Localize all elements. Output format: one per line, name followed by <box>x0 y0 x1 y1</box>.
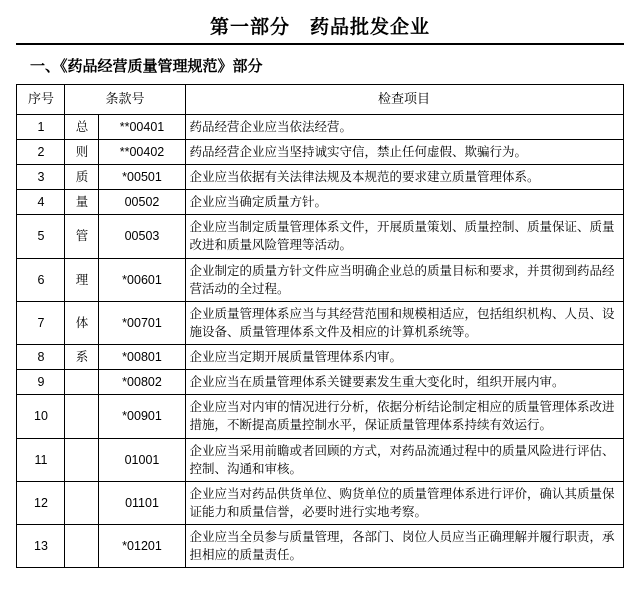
cell-group: 量 <box>65 190 99 215</box>
page-title: 第一部分 药品批发企业 <box>209 17 430 38</box>
cell-group <box>65 438 99 481</box>
table-row <box>17 165 623 190</box>
inspection-items-table <box>16 84 623 568</box>
table-row <box>17 258 623 301</box>
cell-group <box>65 370 99 395</box>
cell-seq: 11 <box>17 438 65 481</box>
title-divider <box>16 43 624 45</box>
cell-code: 00503 <box>99 215 185 258</box>
cell-code: *00802 <box>99 370 185 395</box>
column-header-seq: 序号 <box>17 85 65 115</box>
cell-code: *00901 <box>99 395 185 438</box>
table-row <box>17 345 623 370</box>
cell-code: **00401 <box>99 114 185 139</box>
cell-seq: 10 <box>17 395 65 438</box>
cell-seq: 3 <box>17 165 65 190</box>
cell-seq: 5 <box>17 215 65 258</box>
table-row <box>17 438 623 481</box>
cell-item: 企业应当对内审的情况进行分析，依据分析结论制定相应的质量管理体系改进措施，不断提高质量控制水平，保证质量管理体系持续有效运行。 <box>185 395 623 438</box>
table-row <box>17 370 623 395</box>
cell-seq: 9 <box>17 370 65 395</box>
cell-item: 企业应当对药品供货单位、购货单位的质量管理体系进行评价，确认其质量保证能力和质量信誉，必要时进行实地考察。 <box>185 481 623 524</box>
cell-group <box>65 525 99 568</box>
section-title: 一、《药品经营质量管理规范》部分 <box>30 58 263 75</box>
cell-item: 企业制定的质量方针文件应当明确企业总的质量目标和要求，并贯彻到药品经营活动的全过程。 <box>185 258 623 301</box>
table-row <box>17 190 623 215</box>
cell-code: *00601 <box>99 258 185 301</box>
cell-item: 企业应当制定质量管理体系文件，开展质量策划、质量控制、质量保证、质量改进和质量风险管理等活动。 <box>185 215 623 258</box>
table-body <box>17 114 623 568</box>
cell-item: 企业质量管理体系应当与其经营范围和规模相适应，包括组织机构、人员、设施设备、质量管理体系文件及相应的计算机系统等。 <box>185 301 623 344</box>
table-row <box>17 215 623 258</box>
cell-code: *01201 <box>99 525 185 568</box>
cell-seq: 2 <box>17 139 65 164</box>
cell-item: 企业应当在质量管理体系关键要素发生重大变化时，组织开展内审。 <box>185 370 623 395</box>
cell-group: 则 <box>65 139 99 164</box>
cell-code: 01001 <box>99 438 185 481</box>
cell-item: 药品经营企业应当坚持诚实守信，禁止任何虚假、欺骗行为。 <box>185 139 623 164</box>
column-header-code: 条款号 <box>65 85 185 115</box>
cell-group: 体 <box>65 301 99 344</box>
document-page <box>0 12 640 590</box>
table-row <box>17 481 623 524</box>
cell-group: 质 <box>65 165 99 190</box>
cell-group: 管 <box>65 215 99 258</box>
table-header-row <box>17 85 623 115</box>
cell-code: 01101 <box>99 481 185 524</box>
cell-code: **00402 <box>99 139 185 164</box>
table-row <box>17 395 623 438</box>
cell-group: 总 <box>65 114 99 139</box>
cell-item: 企业应当依据有关法律法规及本规范的要求建立质量管理体系。 <box>185 165 623 190</box>
column-header-item: 检查项目 <box>185 85 623 115</box>
cell-code: *00801 <box>99 345 185 370</box>
cell-group: 系 <box>65 345 99 370</box>
cell-item: 企业应当定期开展质量管理体系内审。 <box>185 345 623 370</box>
cell-item: 企业应当确定质量方针。 <box>185 190 623 215</box>
cell-group: 理 <box>65 258 99 301</box>
cell-seq: 4 <box>17 190 65 215</box>
cell-seq: 6 <box>17 258 65 301</box>
cell-item: 企业应当采用前瞻或者回顾的方式，对药品流通过程中的质量风险进行评估、控制、沟通和审核。 <box>185 438 623 481</box>
table-row <box>17 301 623 344</box>
table-row <box>17 139 623 164</box>
cell-seq: 13 <box>17 525 65 568</box>
cell-seq: 12 <box>17 481 65 524</box>
cell-seq: 1 <box>17 114 65 139</box>
cell-item: 企业应当全员参与质量管理，各部门、岗位人员应当正确理解并履行职责，承担相应的质量责任。 <box>185 525 623 568</box>
cell-group <box>65 395 99 438</box>
cell-code: 00502 <box>99 190 185 215</box>
cell-code: *00501 <box>99 165 185 190</box>
table-row <box>17 525 623 568</box>
cell-seq: 8 <box>17 345 65 370</box>
cell-code: *00701 <box>99 301 185 344</box>
cell-item: 药品经营企业应当依法经营。 <box>185 114 623 139</box>
cell-group <box>65 481 99 524</box>
table-row <box>17 114 623 139</box>
cell-seq: 7 <box>17 301 65 344</box>
